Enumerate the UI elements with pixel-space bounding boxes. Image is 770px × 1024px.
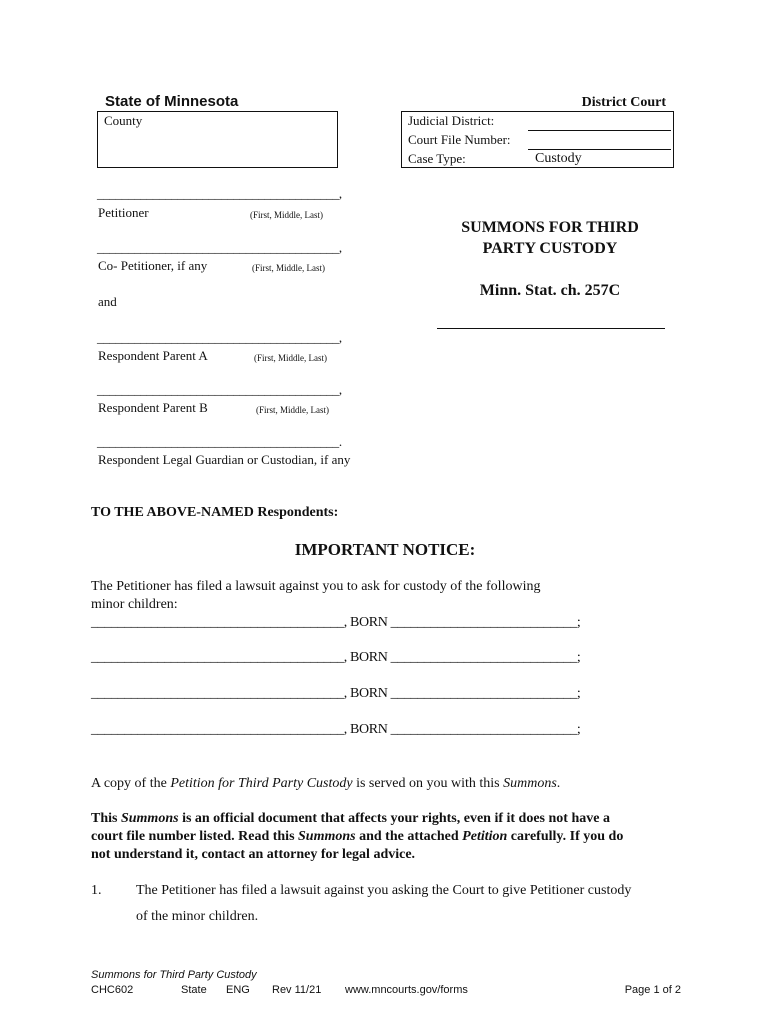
respondent-guardian-blank[interactable]: _______________________________________. [97,434,342,449]
footer-form-title: Summons for Third Party Custody [91,969,257,981]
official-notice-line1: This Summons is an official document that affects your rights, even if it does not have a [91,811,610,826]
case-type-value: Custody [535,151,582,166]
item1-line1: The Petitioner has filed a lawsuit against you asking the Court to give Petitioner custody [136,883,632,898]
judicial-district-field[interactable] [528,130,671,131]
official-notice-line3: not understand it, contact an attorney for legal advice. [91,847,416,862]
footer-form-code: CHC602 [91,984,134,996]
intro-line2: minor children: [91,597,178,612]
court-file-number-label: Court File Number: [408,132,511,147]
court-file-number-field[interactable] [528,149,671,150]
respondent-a-name-hint: (First, Middle, Last) [254,353,327,363]
footer-url[interactable]: www.mncourts.gov/forms [345,984,468,996]
co-petitioner-name-hint: (First, Middle, Last) [252,263,325,273]
and-connector: and [98,294,117,309]
footer-state: State [181,984,207,996]
item1-number: 1. [91,883,102,898]
court-name: District Court [581,95,666,110]
child-row[interactable]: ______________________________________, BORN ____________________________; [91,686,581,701]
state-title: State of Minnesota [105,93,239,110]
county-label: County [104,113,143,128]
footer-revision: Rev 11/21 [272,984,322,996]
official-notice-line2: court file number listed. Read this Summons and the attached Petition carefully. If you do [91,829,624,844]
footer-page-number: Page 1 of 2 [624,984,681,996]
petitioner-label: Petitioner [98,205,149,220]
salutation: TO THE ABOVE-NAMED Respondents: [91,505,339,520]
document-title-line1: SUMMONS FOR THIRD [461,219,639,236]
respondent-guardian-label: Respondent Legal Guardian or Custodian, if any [98,452,351,467]
child-row[interactable]: ______________________________________, BORN ____________________________; [91,650,581,665]
case-type-label: Case Type: [408,151,466,166]
respondent-a-blank[interactable]: _______________________________________, [97,330,342,345]
notice-heading: IMPORTANT NOTICE: [294,540,476,559]
document-title-line2: PARTY CUSTODY [482,240,618,257]
respondent-a-label: Respondent Parent A [98,348,208,363]
respondent-b-label: Respondent Parent B [98,400,208,415]
petitioner-blank[interactable]: _______________________________________, [97,186,342,201]
respondent-b-name-hint: (First, Middle, Last) [256,405,329,415]
respondent-b-blank[interactable]: _______________________________________, [97,382,342,397]
statute-reference: Minn. Stat. ch. 257C [479,282,621,299]
title-underline [437,328,665,329]
petitioner-name-hint: (First, Middle, Last) [250,210,323,220]
item1-line2: of the minor children. [136,909,259,924]
intro-line1: The Petitioner has filed a lawsuit against you to ask for custody of the following [91,579,541,594]
judicial-district-label: Judicial District: [408,113,495,128]
co-petitioner-blank[interactable]: _______________________________________, [97,240,342,255]
child-row[interactable]: ______________________________________, BORN ____________________________; [91,615,581,630]
co-petitioner-label: Co- Petitioner, if any [98,258,208,273]
copy-served-paragraph: A copy of the Petition for Third Party Custody is served on you with this Summons. [91,776,561,791]
child-row[interactable]: ______________________________________, BORN ____________________________; [91,722,581,737]
footer-language: ENG [226,984,250,996]
